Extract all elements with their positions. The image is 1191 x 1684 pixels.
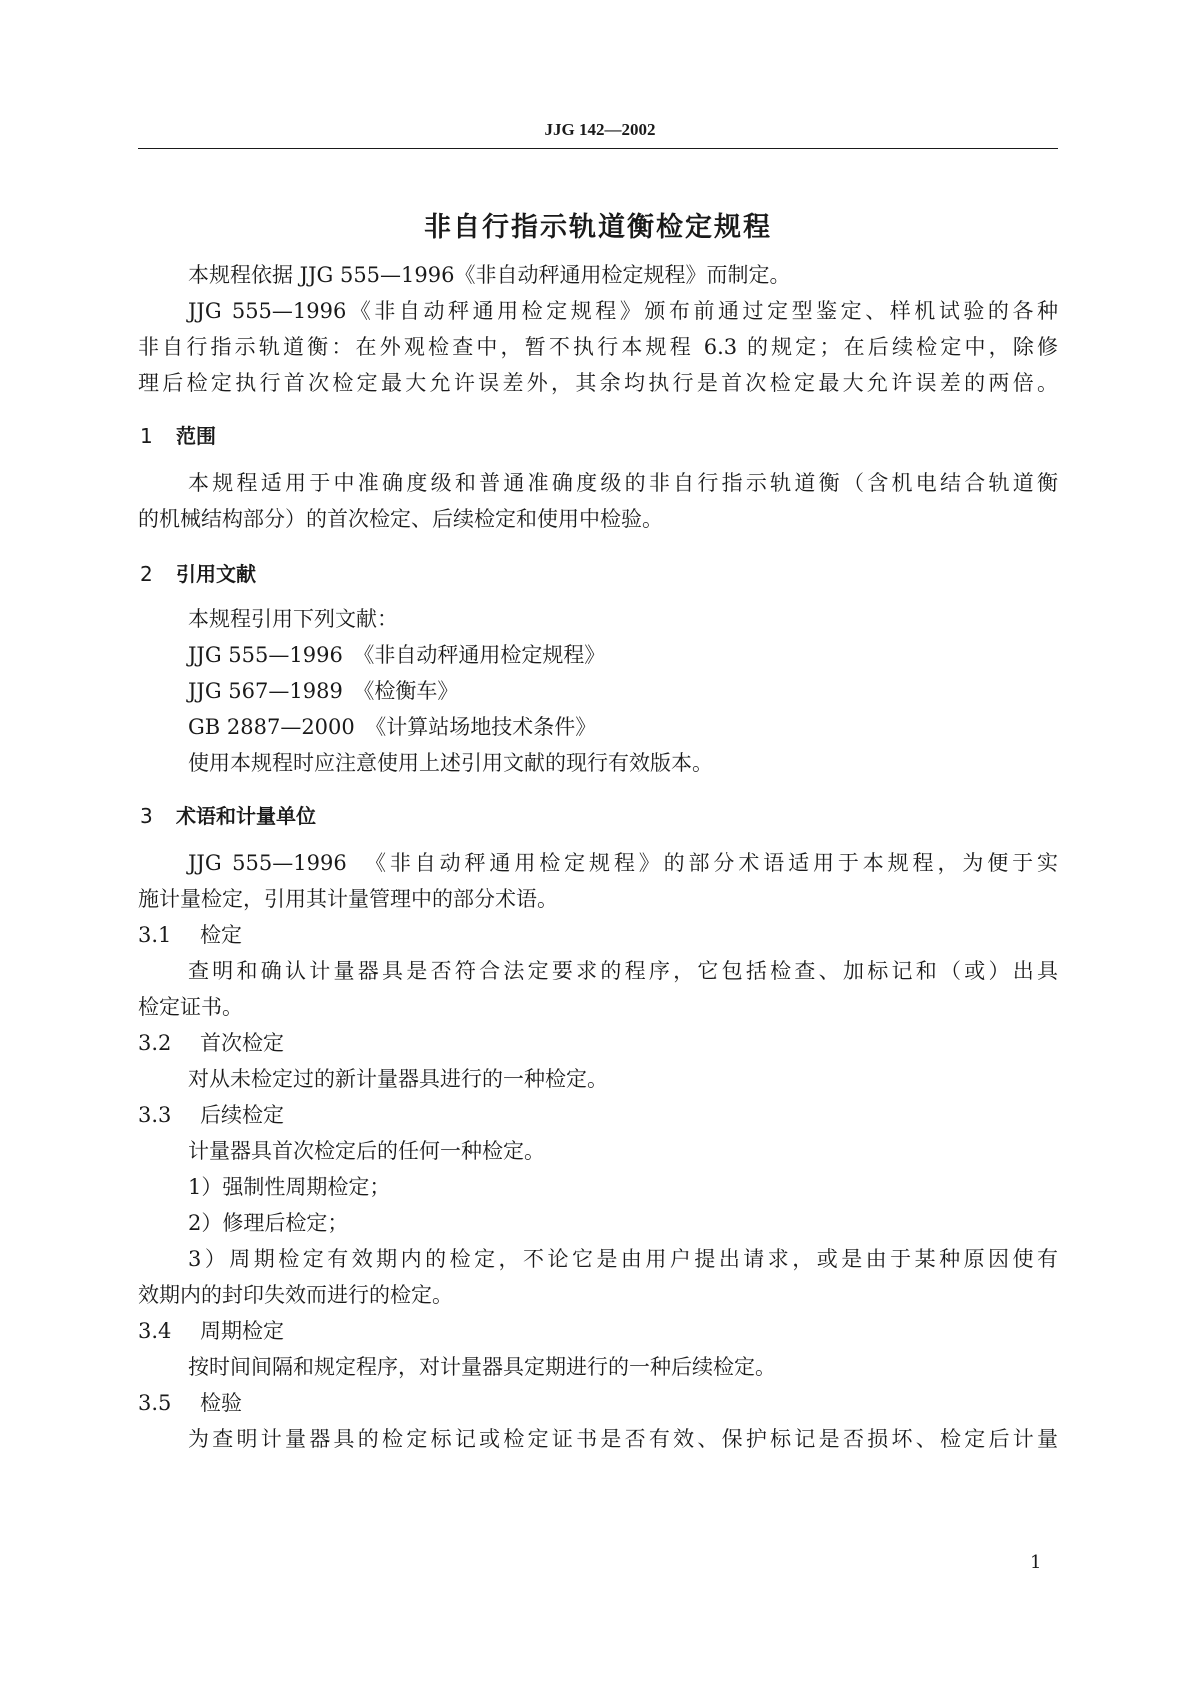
subsection-3-3-title: 后续检定 bbox=[200, 1103, 284, 1127]
reference-item: JJG 567—1989 《检衡车》 bbox=[188, 679, 459, 703]
subsection-3-2-heading bbox=[138, 1030, 284, 1056]
subsection-3-1-heading bbox=[138, 922, 242, 948]
standard-code-header: JJG 142—2002 bbox=[544, 120, 656, 139]
section-1-line-2: 的机械结构部分）的首次检定、后续检定和使用中检验。 bbox=[138, 507, 663, 531]
subsection-3-3-line-1: 计量器具首次检定后的任何一种检定。 bbox=[188, 1139, 545, 1163]
section-2-heading bbox=[140, 558, 256, 587]
page-number: 1 bbox=[1030, 1552, 1042, 1573]
section-3-line-2: 施计量检定，引用其计量管理中的部分术语。 bbox=[138, 887, 558, 911]
subsection-3-3-heading bbox=[138, 1102, 284, 1128]
reference-item: JJG 555—1996 《非自动秤通用检定规程》 bbox=[188, 643, 606, 667]
subsection-3-3-number: 3.3 bbox=[138, 1103, 172, 1127]
subsection-3-1-line-2: 检定证书。 bbox=[138, 995, 243, 1019]
section-1-title: 范围 bbox=[176, 424, 216, 448]
subsection-3-5-heading bbox=[138, 1390, 242, 1416]
list-item-2: 2）修理后检定； bbox=[188, 1211, 349, 1235]
section-3-number: 3 bbox=[140, 804, 153, 828]
section-2-number: 2 bbox=[140, 562, 153, 586]
subsection-3-4-number: 3.4 bbox=[138, 1319, 172, 1343]
list-item-3-line-1: 3）周期检定有效期内的检定，不论它是由用户提出请求，或是由于某种原因使有 bbox=[188, 1247, 1058, 1271]
intro-line-2: JJG 555—1996《非自动秤通用检定规程》颁布前通过定型鉴定、样机试验的各种 bbox=[188, 299, 1058, 323]
intro-line-4: 理后检定执行首次检定最大允许误差外，其余均执行是首次检定最大允许误差的两倍。 bbox=[138, 371, 1058, 395]
subsection-3-1-line-1: 查明和确认计量器具是否符合法定要求的程序，它包括检查、加标记和（或）出具 bbox=[188, 959, 1058, 983]
subsection-3-4-heading bbox=[138, 1318, 284, 1344]
references-note: 使用本规程时应注意使用上述引用文献的现行有效版本。 bbox=[188, 751, 713, 775]
reference-item: GB 2887—2000 《计算站场地技术条件》 bbox=[188, 715, 597, 739]
list-item-3-line-2: 效期内的封印失效而进行的检定。 bbox=[138, 1283, 453, 1307]
section-1-number: 1 bbox=[140, 424, 153, 448]
section-3-line-1: JJG 555—1996 《非自动秤通用检定规程》的部分术语适用于本规程，为便于实 bbox=[188, 851, 1058, 875]
references-lead: 本规程引用下列文献： bbox=[188, 607, 398, 631]
intro-line-3: 非自行指示轨道衡：在外观检查中，暂不执行本规程 6.3 的规定；在后续检定中，除修 bbox=[138, 335, 1058, 359]
subsection-3-4-line-1: 按时间间隔和规定程序，对计量器具定期进行的一种后续检定。 bbox=[188, 1355, 776, 1379]
subsection-3-4-title: 周期检定 bbox=[200, 1319, 284, 1343]
section-1-heading bbox=[140, 420, 216, 449]
subsection-3-5-title: 检验 bbox=[200, 1391, 242, 1415]
subsection-3-2-number: 3.2 bbox=[138, 1031, 172, 1055]
subsection-3-2-title: 首次检定 bbox=[200, 1031, 284, 1055]
subsection-3-1-number: 3.1 bbox=[138, 923, 172, 947]
subsection-3-5-line-1: 为查明计量器具的检定标记或检定证书是否有效、保护标记是否损坏、检定后计量 bbox=[188, 1427, 1058, 1451]
subsection-3-2-line-1: 对从未检定过的新计量器具进行的一种检定。 bbox=[188, 1067, 608, 1091]
subsection-3-1-title: 检定 bbox=[200, 923, 242, 947]
section-2-title: 引用文献 bbox=[176, 562, 256, 586]
intro-line-1: 本规程依据 JJG 555—1996《非自动秤通用检定规程》而制定。 bbox=[188, 263, 791, 287]
subsection-3-5-number: 3.5 bbox=[138, 1391, 172, 1415]
document-title: 非自行指示轨道衡检定规程 bbox=[424, 212, 772, 243]
section-1-line-1: 本规程适用于中准确度级和普通准确度级的非自行指示轨道衡（含机电结合轨道衡 bbox=[188, 471, 1058, 495]
section-3-heading bbox=[140, 800, 316, 829]
section-3-title: 术语和计量单位 bbox=[176, 804, 316, 828]
list-item-1: 1）强制性周期检定； bbox=[188, 1175, 391, 1199]
header-divider bbox=[138, 148, 1058, 149]
